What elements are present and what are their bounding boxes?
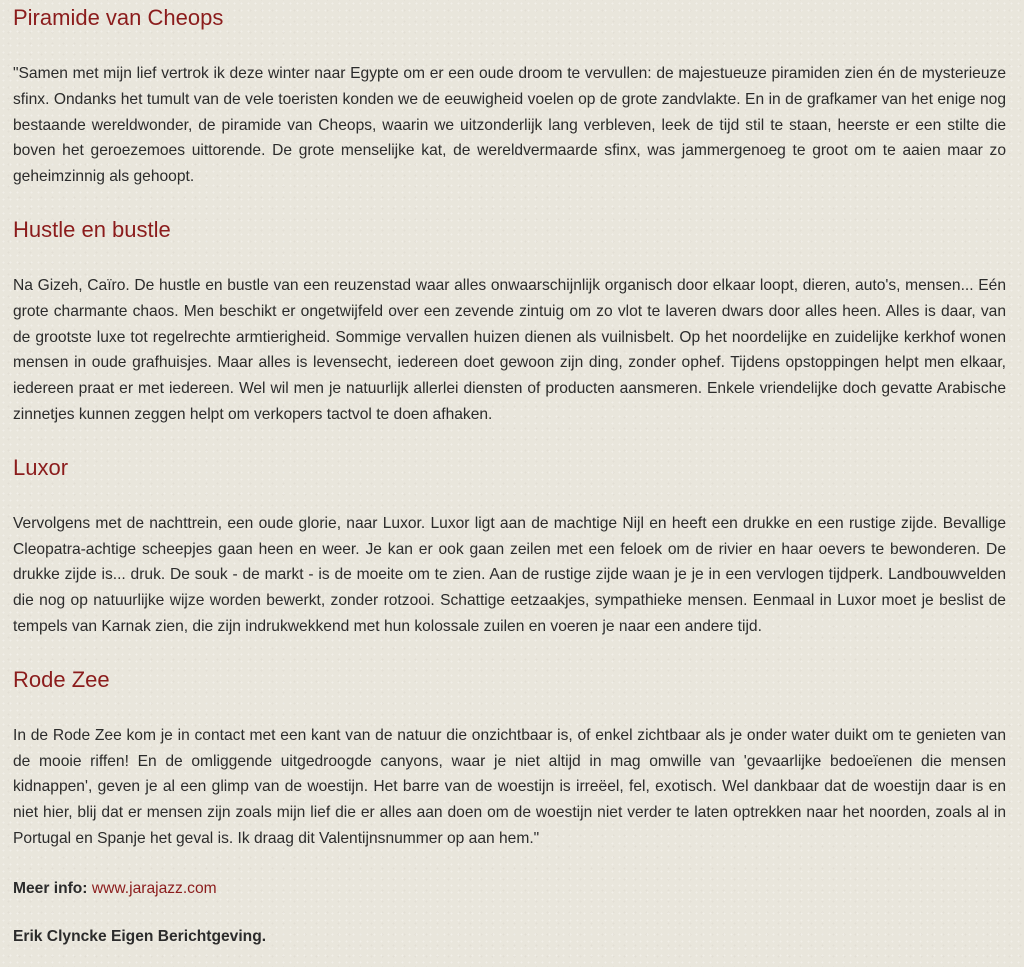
section-heading: Rode Zee — [13, 666, 110, 692]
section-heading: Luxor — [13, 454, 69, 480]
section-body: In de Rode Zee kom je in contact met een kant van de natuur die onzichtbaar is, of enkel zichtbaar als je onder water duikt om te genieten van de mooie riffen! En de omliggende uitgedroogde canyons, waar je niet altijd in mag omwille van 'gevaarlijke bedoeïenen die mensen kidnappen', geven je al een glimp van de woestijn. Het barre van de woestijn is irreëel, fel, exotisch. Wel dankbaar dat de woestijn daar is en niet hier, blij dat er mensen zijn zoals mijn lief die er alles aan doen om de woestijn niet verder te laten optrekken naar het noorden, zoals al in Portugal en Spanje het geval is. Ik draag dit Valentijnsnummer op aan hem." — [13, 726, 1006, 847]
section-body: Vervolgens met de nachttrein, een oude glorie, naar Luxor. Luxor ligt aan de machtige Nijl en heeft een drukke en een rustige zijde. Bevallige Cleopatra-achtige scheepjes gaan heen en weer. Je kan er ook gaan zeilen met een feloek om de rivier en haar oevers te bewonderen. De drukke zijde is... druk. De souk - de markt - is de moeite om te zien. Aan de rustige zijde waan je je in een vervlogen tijdperk. Landbouwvelden die nog op natuurlijke wijze worden bewerkt, zonder rotzooi. Schattige eetzaakjes, sympathieke mensen. Eenmaal in Luxor moet je beslist de tempels van Karnak zien, die zijn indrukwekkend met hun kolossale zuilen en voeren je naar een andere tijd. — [13, 514, 1006, 635]
section-heading: Piramide van Cheops — [13, 5, 224, 30]
section-body: Na Gizeh, Caïro. De hustle en bustle van een reuzenstad waar alles onwaarschijnlijk organisch door elkaar loopt, dieren, auto's, mensen... Eén grote charmante chaos. Men beschikt er ongetwijfeld over een zevende zintuig om zo vlot te laveren dwars door alles heen. Alles is daar, van de grootste luxe tot regelrechte armtierigheid. Sommige vervallen huizen dienen als vuilnisbelt. Op het noordelijke en zuidelijke kerkhof wonen mensen in oude grafhuisjes. Maar alles is levensecht, iedereen doet gewoon zijn ding, zonder ophef. Tijdens opstoppingen helpt men elkaar, iedereen praat er met iedereen. Wel wil men je natuurlijk allerlei diensten of producten aansmeren. Enkele vriendelijke doch gevatte Arabische zinnetjes kunnen zeggen helpt om verkopers tactvol te doen afhaken. — [13, 276, 1006, 423]
article — [13, 0, 1006, 949]
section-heading: Hustle en bustle — [13, 216, 171, 242]
section-hustle-en-bustle — [13, 215, 1006, 428]
author-byline: Erik Clyncke Eigen Berichtgeving. — [13, 927, 267, 945]
section-body: "Samen met mijn lief vertrok ik deze winter naar Egypte om er een oude droom te vervullen: de majestueuze piramiden zien én de mysterieuze sfinx. Ondanks het tumult van de vele toeristen konden we de eeuwigheid voelen op de grote zandvlakte. En in de grafkamer van het enige nog bestaande wereldwonder, de piramide van Cheops, waarin we uitzonderlijk lang verbleven, leek de tijd stil te staan, heerste er een stilte die boven het geroezemoes uittorende. De grote menselijke kat, de wereldvermaarde sfinx, was jammergenoeg te groot om te aaien maar zo geheimzinnig als gehoopt. — [13, 65, 1006, 186]
more-info-label: Meer info: — [13, 879, 88, 897]
section-piramide-van-cheops — [13, 3, 1006, 190]
section-luxor — [13, 453, 1006, 640]
more-info — [13, 877, 1006, 901]
more-info-link[interactable]: www.jarajazz.com — [91, 879, 217, 897]
section-rode-zee — [13, 665, 1006, 852]
